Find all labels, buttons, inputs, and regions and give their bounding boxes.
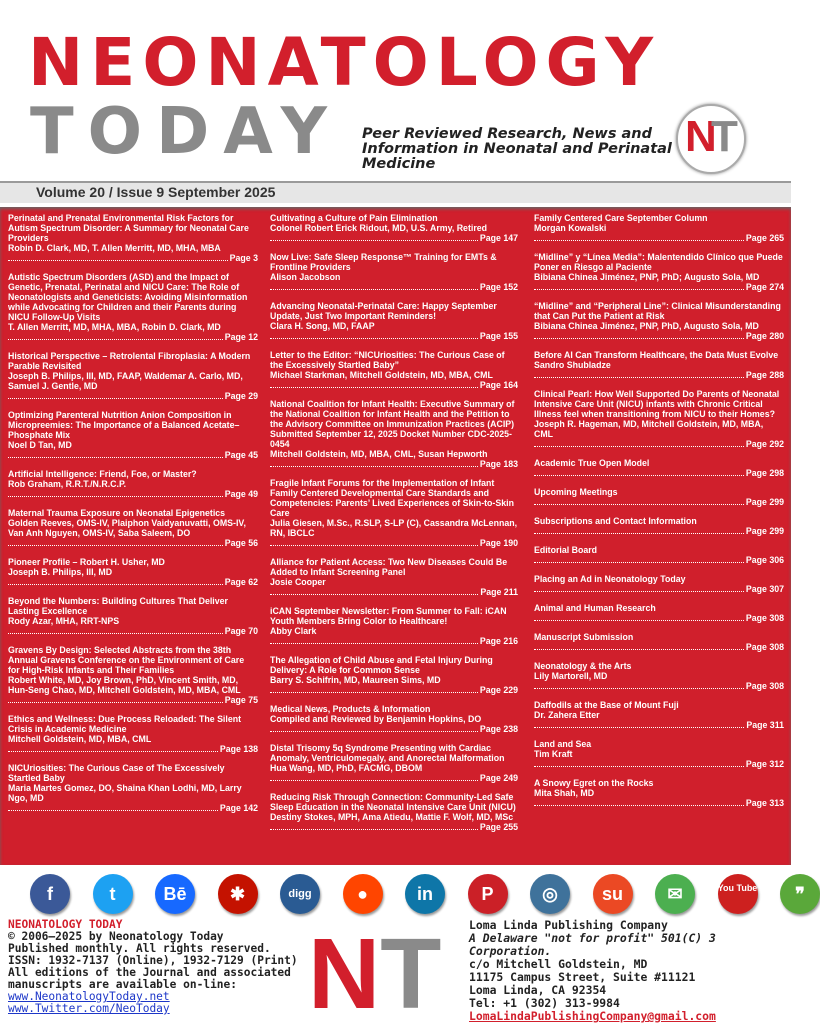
toc-entry-title: Clinical Pearl: How Well Supported Do Parents of Neonatal Intensive Care Unit (NICU) infants with Chronic Critical Illness feel when transitioning from NICU to their Homes? (534, 389, 780, 419)
toc-leader-dots (8, 584, 223, 585)
toc-entry-authors: Tim Kraft (534, 749, 573, 759)
toc-entry[interactable] (8, 645, 258, 705)
publisher-address-1: c/o Mitchell Goldstein, MD (469, 957, 648, 971)
toc-leader-dots (270, 594, 478, 595)
toc-entry-authors: Mitchell Goldstein, MD, MBA, CML, Susan Hepworth (270, 449, 488, 459)
toc-entry[interactable] (534, 301, 784, 341)
toc-leader-dots (270, 466, 478, 467)
toc-entry[interactable] (270, 399, 518, 469)
toc-entry-title: Advancing Neonatal-Perinatal Care: Happy September Update, Just Two Important Reminders! (270, 301, 497, 321)
toc-entry-authors: Rob Graham, R.R.T./N.R.C.P. (8, 479, 127, 489)
toc-entry-page: Page 211 (480, 587, 518, 597)
toc-leader-dots (8, 398, 223, 399)
toc-entry-page: Page 313 (745, 798, 784, 808)
toc-entry-title: “Midline” y “Línea Media”: Malentendido Clínico que Puede Poner en Riesgo al Paciente (534, 252, 783, 272)
toc-leader-dots (8, 457, 223, 458)
toc-entry[interactable] (8, 272, 258, 342)
toc-entry-title: A Snowy Egret on the Rocks (534, 778, 654, 788)
yelp-icon[interactable]: ✱ (218, 874, 258, 914)
publisher-phone: Tel: +1 (302) 313-9984 (469, 996, 620, 1010)
toc-leader-dots (8, 496, 223, 497)
toc-entry-title: The Allegation of Child Abuse and Fetal Injury During Delivery: A Role for Common Sense (270, 655, 493, 675)
toc-entry[interactable] (534, 739, 784, 769)
toc-entry-title: Historical Perspective – Retrolental Fibroplasia: A Modern Parable Revisited (8, 351, 251, 371)
toc-entry[interactable] (8, 213, 258, 263)
toc-entry-title: Gravens By Design: Selected Abstracts from the 38th Annual Gravens Conference on the Environment of Care for High-Risk Infants and Their Families (8, 645, 245, 675)
toc-leader-dots (270, 338, 478, 339)
toc-entry[interactable] (534, 213, 784, 243)
toc-leader-dots (270, 289, 478, 290)
toc-entry-authors: T. Allen Merritt, MD, MHA, MBA, Robin D. Clark, MD (8, 322, 221, 332)
toc-entry-page: Page 216 (479, 636, 518, 646)
toc-leader-dots (8, 751, 218, 752)
twitter-link[interactable]: www.Twitter.com/NeoToday (8, 1002, 170, 1015)
toc-entry-title: Medical News, Products & Information (270, 704, 431, 714)
toc-entry[interactable] (534, 350, 784, 380)
toc-entry[interactable] (270, 792, 518, 832)
toc-leader-dots (534, 688, 744, 689)
publisher-corp: A Delaware "not for profit" 501(C) 3 Corporation. (469, 931, 716, 958)
toc-entry[interactable] (534, 516, 784, 536)
twitter-icon[interactable]: t (93, 874, 133, 914)
toc-entry-page: Page 183 (479, 459, 518, 469)
toc-entry-title: Beyond the Numbers: Building Cultures That Deliver Lasting Excellence (8, 596, 228, 616)
toc-entry-authors: Dr. Zahera Etter (534, 710, 600, 720)
toc-entry-title: Animal and Human Research (534, 603, 656, 613)
toc-entry-page: Page 164 (479, 380, 518, 390)
toc-entry-authors: Maria Martes Gomez, DO, Shaina Khan Lodhi, MD, Larry Ngo, MD (8, 783, 242, 803)
toc-leader-dots (8, 633, 223, 634)
masthead-tagline: Peer Reviewed Research, News and Information in Neonatal and Perinatal Medicine (362, 126, 672, 172)
toc-entry-page: Page 3 (229, 253, 258, 263)
toc-leader-dots (8, 339, 223, 340)
toc-entry-authors: Julia Giesen, M.Sc., R.SLP, S-LP (C), Cassandra McLennan, RN, IBCLC (270, 518, 518, 538)
youtube-icon[interactable]: You Tube (718, 874, 758, 914)
digg-icon[interactable]: digg (280, 874, 320, 914)
toc-entry-authors: Hua Wang, MD, PhD, FACMG, DBOM (270, 763, 423, 773)
toc-entry-title: Reducing Risk Through Connection: Community-Led Safe Sleep Education in the Neonatal Intensive Care Unit (NICU) (270, 792, 516, 812)
toc-leader-dots (534, 377, 744, 378)
toc-entry[interactable] (534, 778, 784, 808)
toc-column-1 (8, 213, 258, 822)
toc-entry-authors: Rody Azar, MHA, RRT-NPS (8, 616, 120, 626)
toc-entry-title: Cultivating a Culture of Pain Elimination (270, 213, 438, 223)
instagram-icon[interactable]: ◎ (530, 874, 570, 914)
toc-entry-page: Page 265 (745, 233, 784, 243)
toc-leader-dots (534, 727, 744, 728)
toc-leader-dots (270, 692, 478, 693)
nt-logo-t: T (711, 112, 738, 161)
toc-entry-page: Page 238 (479, 724, 518, 734)
toc-entry-authors: Noel D Tan, MD (8, 440, 72, 450)
toc-leader-dots (534, 620, 744, 621)
toc-entry-authors: Morgan Kowalski (534, 223, 607, 233)
toc-entry-page: Page 311 (746, 720, 784, 730)
toc-leader-dots (534, 240, 744, 241)
toc-entry-page: Page 29 (224, 391, 258, 401)
toc-entry-title: Optimizing Parenteral Nutrition Anion Composition in Micropreemies: The Importance of a Balanced Acetate–Phosphate Mix (8, 410, 240, 440)
social-icons-bar (0, 867, 805, 925)
toc-entry-authors: Mita Shah, MD (534, 788, 595, 798)
toc-entry-authors: Compiled and Reviewed by Benjamin Hopkins, DO (270, 714, 482, 724)
toc-entry[interactable] (8, 557, 258, 587)
toc-entry-page: Page 308 (745, 613, 784, 623)
toc-entry-title: Daffodils at the Base of Mount Fuji (534, 700, 679, 710)
publisher-email[interactable]: LomaLindaPublishingCompany@gmail.com (469, 1009, 716, 1023)
toc-entry-page: Page 299 (745, 526, 784, 536)
toc-entry-authors: Bibiana Chinea Jiménez, PNP, PhD, Augusto Sola, MD (534, 321, 759, 331)
masthead-title-today: TODAY (30, 95, 341, 169)
toc-entry[interactable] (270, 557, 518, 597)
toc-entry-authors: Robin D. Clark, MD, T. Allen Merritt, MD, MHA, MBA (8, 243, 221, 253)
toc-leader-dots (270, 387, 478, 388)
toc-entry[interactable] (534, 458, 784, 478)
toc-entry-title: Academic True Open Model (534, 458, 650, 468)
toc-entry-title: Distal Trisomy 5q Syndrome Presenting with Cardiac Anomaly, Ventriculomegaly, and Anorectal Malformation (270, 743, 505, 763)
facebook-icon[interactable]: f (30, 874, 70, 914)
toc-entry-title: Artificial Intelligence: Friend, Foe, or Master? (8, 469, 197, 479)
toc-leader-dots (534, 591, 744, 592)
publisher-address-3: Loma Linda, CA 92354 (469, 983, 607, 997)
toc-entry-page: Page 308 (745, 681, 784, 691)
toc-entry-page: Page 299 (745, 497, 784, 507)
toc-entry-page: Page 12 (224, 332, 258, 342)
toc-entry-title: Autistic Spectrum Disorders (ASD) and the Impact of Genetic, Prenatal, Perinatal and NICU Care: The Role of Neonatologists and Geneticists: Avoiding Misinformation while Advocating for Children and their Parents during NICU Follow-Up Visits (8, 272, 248, 322)
toc-entry[interactable] (534, 389, 784, 449)
toc-entry-page: Page 75 (224, 695, 258, 705)
toc-leader-dots (8, 260, 228, 261)
toc-entry-page: Page 288 (745, 370, 784, 380)
toc-leader-dots (270, 731, 478, 732)
toc-entry[interactable] (534, 632, 784, 652)
toc-entry-page: Page 49 (224, 489, 258, 499)
toc-entry[interactable] (270, 606, 518, 646)
toc-entry-title: Neonatology & the Arts (534, 661, 632, 671)
issue-bar (0, 181, 791, 203)
toc-entry[interactable] (8, 596, 258, 636)
toc-entry-page: Page 152 (479, 282, 518, 292)
toc-entry-title: Family Centered Care September Column (534, 213, 708, 223)
toc-entry-title: National Coalition for Infant Health: Executive Summary of the National Coalition for Infant Health and the Petition to the Advisory Committee on Immunization Practices (ACIP) Submitted September 12, 2025 Docket Number CDC-2025-0454 (270, 399, 515, 449)
toc-entry-page: Page 155 (479, 331, 518, 341)
toc-entry-page: Page 298 (745, 468, 784, 478)
toc-entry-title: Maternal Trauma Exposure on Neonatal Epigenetics (8, 508, 226, 518)
toc-entry[interactable] (8, 469, 258, 499)
toc-entry[interactable] (534, 545, 784, 565)
toc-entry-authors: Colonel Robert Erick Ridout, MD, U.S. Army, Retired (270, 223, 488, 233)
toc-entry-authors: Alison Jacobson (270, 272, 341, 282)
toc-entry[interactable] (270, 655, 518, 695)
toc-entry-title: Letter to the Editor: “NICUriosities: The Curious Case of the Excessively Startled Baby” (270, 350, 505, 370)
linkedin-icon[interactable]: in (405, 874, 445, 914)
toc-entry-title: Now Live: Safe Sleep Response™ Training for EMTs & Frontline Providers (270, 252, 497, 272)
toc-entry-page: Page 62 (224, 577, 258, 587)
footer-left (8, 919, 298, 1015)
toc-leader-dots (534, 289, 744, 290)
toc-entry-authors: Michael Starkman, Mitchell Goldstein, MD, MBA, CML (270, 370, 493, 380)
toc-entry-page: Page 45 (224, 450, 258, 460)
toc-entry[interactable] (534, 603, 784, 623)
toc-entry-authors: Joseph R. Hageman, MD, Mitchell Goldstein, MD, MBA, CML (534, 419, 764, 439)
toc-leader-dots (8, 810, 218, 811)
toc-entry-authors: Destiny Stokes, MPH, Ama Atiedu, Mattie F. Wolf, MD, MSc (270, 812, 514, 822)
toc-entry-page: Page 249 (479, 773, 518, 783)
toc-entry[interactable] (8, 351, 258, 401)
toc-leader-dots (534, 533, 744, 534)
toc-entry-authors: Barry S. Schifrin, MD, Maureen Sims, MD (270, 675, 441, 685)
toc-entry-title: Placing an Ad in Neonatology Today (534, 574, 686, 584)
toc-entry-page: Page 274 (745, 282, 784, 292)
toc-entry-page: Page 56 (224, 538, 258, 548)
footer-brand: NEONATOLOGY TODAY (8, 918, 123, 931)
website-link[interactable]: www.NeonatologyToday.net (8, 990, 170, 1003)
toc-entry-title: Before AI Can Transform Healthcare, the Data Must Evolve (534, 350, 779, 360)
toc-entry-title: Subscriptions and Contact Information (534, 516, 697, 526)
toc-entry-page: Page 312 (745, 759, 784, 769)
toc-entry-page: Page 70 (224, 626, 258, 636)
toc-entry[interactable] (270, 301, 518, 341)
toc-entry-authors: Clara H. Song, MD, FAAP (270, 321, 375, 331)
toc-leader-dots (8, 545, 223, 546)
toc-entry-page: Page 292 (745, 439, 784, 449)
toc-leader-dots (8, 702, 223, 703)
toc-entry-page: Page 190 (479, 538, 518, 548)
footer-published: Published monthly. All rights reserved. (8, 942, 271, 955)
toc-entry-authors: Golden Reeves, OMS-IV, Plaiphon Vaidyanuvatti, OMS-IV, Van Anh Nguyen, OMS-IV, Saba Saleem, DO (8, 518, 246, 538)
footer-right (469, 919, 789, 1023)
toc-entry-title: Alliance for Patient Access: Two New Diseases Could Be Added to Infant Screening Panel (270, 557, 508, 577)
footer-availability: All editions of the Journal and associated manuscripts are available on-line: (8, 966, 291, 991)
toc-entry-page: Page 138 (219, 744, 258, 754)
toc-entry-page: Page 306 (745, 555, 784, 565)
toc-entry-title: “Midline” and “Peripheral Line”: Clinical Misunderstanding that Can Put the Patient at Risk (534, 301, 781, 321)
masthead-title-neonatology: NEONATOLOGY (28, 24, 661, 101)
toc-entry-title: Manuscript Submission (534, 632, 634, 642)
stumbleupon-icon[interactable]: su (593, 874, 633, 914)
toc-leader-dots (270, 643, 478, 644)
toc-entry-title: Upcoming Meetings (534, 487, 618, 497)
behance-icon[interactable]: Bē (155, 874, 195, 914)
toc-entry-authors: Joseph B. Philips, III, MD (8, 567, 113, 577)
toc-leader-dots (270, 545, 478, 546)
toc-entry[interactable] (534, 252, 784, 292)
toc-leader-dots (534, 805, 744, 806)
toc-leader-dots (534, 766, 744, 767)
toc-leader-dots (534, 446, 744, 447)
toc-entry-title: iCAN September Newsletter: From Summer to Fall: iCAN Youth Members Bring Color to Healthcare! (270, 606, 507, 626)
toc-entry-page: Page 307 (745, 584, 784, 594)
toc-entry[interactable] (270, 478, 518, 548)
toc-entry-page: Page 142 (219, 803, 258, 813)
toc-entry[interactable] (8, 714, 258, 754)
toc-entry[interactable] (534, 661, 784, 691)
toc-entry[interactable] (270, 350, 518, 390)
toc-leader-dots (534, 475, 744, 476)
toc-leader-dots (534, 649, 744, 650)
toc-leader-dots (270, 829, 478, 830)
toc-entry-authors: Bibiana Chinea Jiménez, PNP, PhD; Augusto Sola, MD (534, 272, 760, 282)
email-icon[interactable]: ✉ (655, 874, 695, 914)
toc-entry-authors: Joseph B. Philips, III, MD, FAAP, Waldemar A. Carlo, MD, Samuel J. Gentle, MD (8, 371, 243, 391)
footer-copyright: © 2006–2025 by Neonatology Today (8, 930, 224, 943)
toc-entry-page: Page 308 (745, 642, 784, 652)
footer-logo-t: T (380, 918, 442, 1030)
table-of-contents (0, 207, 791, 865)
toc-leader-dots (270, 240, 478, 241)
toc-entry[interactable] (534, 574, 784, 594)
publisher-name: Loma Linda Publishing Company (469, 918, 668, 932)
toc-leader-dots (270, 780, 478, 781)
toc-entry-title: NICUriosities: The Curious Case of The Excessively Startled Baby (8, 763, 225, 783)
toc-entry-authors: Abby Clark (270, 626, 317, 636)
footer-nt-logo (308, 918, 442, 1030)
publisher-address-2: 11175 Campus Street, Suite #11121 (469, 970, 696, 984)
footer-logo-n: N (308, 918, 381, 1030)
toc-leader-dots (534, 504, 744, 505)
toc-entry[interactable] (8, 508, 258, 548)
toc-entry-title: Editorial Board (534, 545, 598, 555)
toc-entry-title: Land and Sea (534, 739, 592, 749)
reddit-icon[interactable]: ● (343, 874, 383, 914)
toc-column-3 (534, 213, 784, 817)
toc-entry-page: Page 147 (479, 233, 518, 243)
toc-entry[interactable] (8, 410, 258, 460)
toc-entry-title: Perinatal and Prenatal Environmental Risk Factors for Autism Spectrum Disorder: A Summary for Neonatal Care Providers (8, 213, 249, 243)
toc-entry[interactable] (8, 763, 258, 813)
quote-icon[interactable]: ❞ (780, 874, 820, 914)
toc-entry[interactable] (270, 704, 518, 734)
toc-leader-dots (534, 562, 744, 563)
toc-entry-authors: Sandro Shubladze (534, 360, 611, 370)
footer-issn: ISSN: 1932-7137 (Online), 1932-7129 (Print) (8, 954, 298, 967)
toc-entry-title: Ethics and Wellness: Due Process Reloaded: The Silent Crisis in Academic Medicine (8, 714, 242, 734)
toc-entry[interactable] (270, 252, 518, 292)
toc-entry-page: Page 255 (479, 822, 518, 832)
issue-label: Volume 20 / Issue 9 September 2025 (36, 184, 276, 200)
toc-entry[interactable] (534, 700, 784, 730)
toc-column-2 (270, 213, 518, 841)
toc-entry[interactable] (270, 213, 518, 243)
toc-entry[interactable] (534, 487, 784, 507)
toc-entry[interactable] (270, 743, 518, 783)
toc-entry-authors: Lily Martorell, MD (534, 671, 608, 681)
toc-entry-page: Page 229 (479, 685, 518, 695)
toc-entry-title: Fragile Infant Forums for the Implementation of Infant Family Centered Developmental Care Standards and Competencies: Parents’ Lived Experiences of Skin-to-Skin Care (270, 478, 514, 518)
pinterest-icon[interactable]: P (468, 874, 508, 914)
nt-logo (676, 104, 746, 174)
toc-leader-dots (534, 338, 744, 339)
toc-entry-page: Page 280 (745, 331, 784, 341)
toc-entry-authors: Josie Cooper (270, 577, 326, 587)
toc-entry-authors: Mitchell Goldstein, MD, MBA, CML (8, 734, 152, 744)
nt-logo-n: N (685, 112, 717, 161)
toc-entry-title: Pioneer Profile – Robert H. Usher, MD (8, 557, 165, 567)
toc-entry-authors: Robert White, MD, Joy Brown, PhD, Vincent Smith, MD, Hun-Seng Chao, MD, Mitchell Goldstein, MD, MBA, CML (8, 675, 241, 695)
